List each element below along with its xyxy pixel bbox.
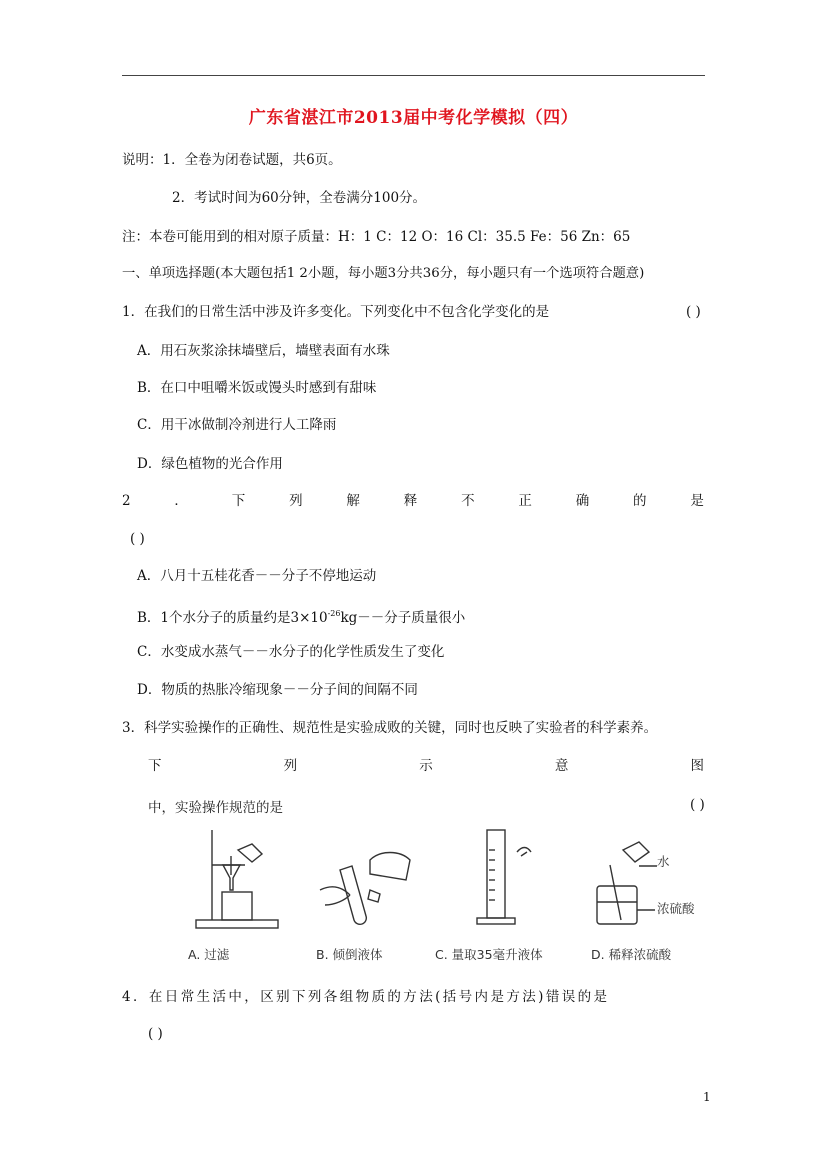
question-1-option-a: A．用石灰浆涂抹墙壁后，墙壁表面有水珠: [137, 343, 390, 359]
label-water: 水: [657, 854, 670, 869]
stem-char: 图: [690, 758, 704, 774]
option-b-exponent: -26: [327, 609, 341, 618]
question-2-option-d: D．物质的热胀冷缩现象－－分子间的间隔不同: [137, 682, 418, 698]
cylinder-diagram: [435, 820, 555, 940]
stem-char: 释: [403, 493, 418, 509]
note-line-2: 2．考试时间为60分钟，全卷满分100分。: [172, 190, 427, 206]
question-3-figures: [180, 820, 710, 970]
question-2-stem: [122, 492, 704, 510]
figure-pouring: [310, 820, 420, 962]
dilution-diagram: [585, 820, 695, 940]
question-1-option-d: D．绿色植物的光合作用: [137, 456, 283, 472]
stem-char: 解: [346, 493, 360, 509]
header-rule: [122, 75, 705, 76]
question-3-stem-line-3: 中，实验操作规范的是: [148, 800, 283, 816]
label-acid: 浓硫酸: [657, 901, 695, 916]
stem-char: 的: [633, 493, 647, 509]
question-3-stem: 3．科学实验操作的正确性、规范性是实验成败的关键，同时也反映了实验者的科学素养。: [122, 720, 658, 736]
page-title: 广东省湛江市2013届中考化学模拟（四）: [248, 108, 579, 128]
question-2-answer-paren: ( ): [130, 531, 145, 547]
option-b-tail: kg－－分子质量很小: [340, 610, 466, 626]
question-4-answer-paren: ( ): [148, 1026, 163, 1042]
question-3-answer-paren: ( ): [690, 797, 705, 813]
stem-char: 是: [690, 493, 704, 509]
question-1-stem: 1．在我们的日常生活中涉及许多变化。下列变化中不包含化学变化的是: [122, 304, 550, 320]
stem-char: 2: [122, 493, 131, 509]
figure-cylinder: [435, 820, 555, 962]
question-1-option-b: B．在口中咀嚼米饭或馒头时感到有甜味: [137, 380, 377, 396]
question-4-stem: 4．在日常生活中，区别下列各组物质的方法(括号内是方法)错误的是: [122, 989, 610, 1005]
stem-char: 不: [461, 493, 475, 509]
figure-filtration: [188, 820, 290, 962]
stem-char: 意: [554, 758, 569, 774]
option-b-main: B．1个水分子的质量约是3×10: [137, 610, 328, 626]
figure-dilution: [585, 820, 695, 962]
section-heading: 一、单项选择题(本大题包括1 2小题，每小题3分共36分，每小题只有一个选项符合题意): [122, 266, 645, 281]
stem-char: 列: [283, 758, 298, 774]
pouring-diagram: [310, 820, 420, 940]
caption-a: A. 过滤: [188, 947, 230, 962]
question-1-option-c: C．用干冰做制冷剂进行人工降雨: [137, 417, 337, 433]
stem-char: 示: [419, 758, 433, 774]
question-3-stem-line-2: [148, 757, 704, 775]
filtration-diagram: [190, 820, 290, 940]
stem-char: 确: [575, 493, 590, 509]
question-1-answer-paren: ( ): [686, 304, 701, 320]
note-line-1: 说明：1．全卷为闭卷试题，共6页。: [122, 152, 342, 168]
caption-b: B. 倾倒液体: [316, 947, 383, 962]
page-number: 1: [703, 1090, 711, 1104]
caption-c: C. 量取35毫升液体: [435, 947, 543, 962]
stem-char: 下: [148, 758, 162, 774]
stem-char: ．: [174, 493, 188, 509]
question-2-option-c: C．水变成水蒸气－－水分子的化学性质发生了变化: [137, 644, 445, 660]
stem-char: 正: [518, 493, 532, 509]
caption-d: D. 稀释浓硫酸: [591, 947, 672, 962]
note-line-3: 注：本卷可能用到的相对原子质量：H：1 C：12 O：16 Cl：35.5 Fe：56 Zn：65: [122, 229, 631, 245]
stem-char: 列: [289, 493, 303, 509]
question-2-option-b: [137, 605, 465, 627]
question-2-option-a: A．八月十五桂花香－－分子不停地运动: [137, 568, 377, 584]
stem-char: 下: [231, 493, 246, 509]
